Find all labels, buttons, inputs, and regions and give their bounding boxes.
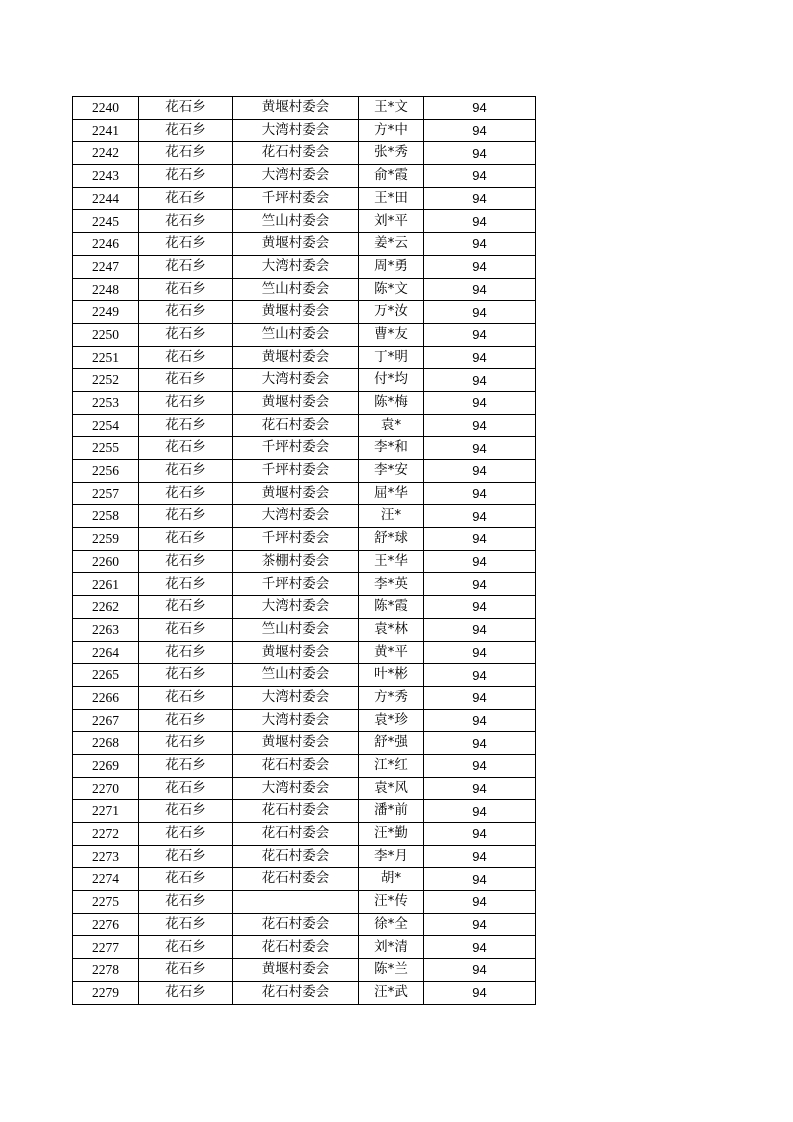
village-committee-cell: 千坪村委会 xyxy=(233,460,359,483)
row-number-cell: 2267 xyxy=(73,709,139,732)
table-row xyxy=(73,142,536,165)
row-number-cell: 2259 xyxy=(73,528,139,551)
person-name-cell: 汪*勤 xyxy=(359,823,424,846)
table-row xyxy=(73,868,536,891)
table-row xyxy=(73,528,536,551)
person-name-cell: 李*安 xyxy=(359,460,424,483)
score-cell: 94 xyxy=(424,709,536,732)
score-cell: 94 xyxy=(424,97,536,120)
person-name-cell: 舒*强 xyxy=(359,732,424,755)
township-cell: 花石乡 xyxy=(139,732,233,755)
score-cell: 94 xyxy=(424,323,536,346)
township-cell: 花石乡 xyxy=(139,823,233,846)
row-number-cell: 2260 xyxy=(73,550,139,573)
row-number-cell: 2244 xyxy=(73,187,139,210)
score-cell: 94 xyxy=(424,823,536,846)
person-name-cell: 叶*彬 xyxy=(359,664,424,687)
table-row xyxy=(73,936,536,959)
table-row xyxy=(73,346,536,369)
village-committee-cell: 千坪村委会 xyxy=(233,573,359,596)
table-row xyxy=(73,187,536,210)
township-cell: 花石乡 xyxy=(139,754,233,777)
township-cell: 花石乡 xyxy=(139,686,233,709)
score-cell: 94 xyxy=(424,868,536,891)
village-committee-cell: 黄堰村委会 xyxy=(233,641,359,664)
data-table xyxy=(72,96,536,1005)
score-cell: 94 xyxy=(424,505,536,528)
row-number-cell: 2255 xyxy=(73,437,139,460)
person-name-cell: 汪* xyxy=(359,505,424,528)
village-committee-cell: 黄堰村委会 xyxy=(233,233,359,256)
score-cell: 94 xyxy=(424,800,536,823)
score-cell: 94 xyxy=(424,641,536,664)
township-cell: 花石乡 xyxy=(139,777,233,800)
person-name-cell: 丁*明 xyxy=(359,346,424,369)
township-cell: 花石乡 xyxy=(139,845,233,868)
village-committee-cell: 大湾村委会 xyxy=(233,709,359,732)
score-cell: 94 xyxy=(424,732,536,755)
table-row xyxy=(73,823,536,846)
village-committee-cell: 花石村委会 xyxy=(233,845,359,868)
row-number-cell: 2269 xyxy=(73,754,139,777)
township-cell: 花石乡 xyxy=(139,482,233,505)
person-name-cell: 万*汝 xyxy=(359,301,424,324)
village-committee-cell: 花石村委会 xyxy=(233,913,359,936)
score-cell: 94 xyxy=(424,233,536,256)
person-name-cell: 汪*传 xyxy=(359,891,424,914)
village-committee-cell: 大湾村委会 xyxy=(233,505,359,528)
score-cell: 94 xyxy=(424,482,536,505)
table-row xyxy=(73,777,536,800)
township-cell: 花石乡 xyxy=(139,437,233,460)
row-number-cell: 2242 xyxy=(73,142,139,165)
score-cell: 94 xyxy=(424,255,536,278)
table-row xyxy=(73,618,536,641)
row-number-cell: 2245 xyxy=(73,210,139,233)
table-row xyxy=(73,210,536,233)
township-cell: 花石乡 xyxy=(139,868,233,891)
township-cell: 花石乡 xyxy=(139,323,233,346)
township-cell: 花石乡 xyxy=(139,165,233,188)
score-cell: 94 xyxy=(424,596,536,619)
village-committee-cell: 花石村委会 xyxy=(233,868,359,891)
score-cell: 94 xyxy=(424,142,536,165)
table-row xyxy=(73,301,536,324)
village-committee-cell: 大湾村委会 xyxy=(233,255,359,278)
table-row xyxy=(73,709,536,732)
township-cell: 花石乡 xyxy=(139,528,233,551)
table-row xyxy=(73,437,536,460)
village-committee-cell: 大湾村委会 xyxy=(233,686,359,709)
score-cell: 94 xyxy=(424,550,536,573)
score-cell: 94 xyxy=(424,346,536,369)
village-committee-cell: 千坪村委会 xyxy=(233,187,359,210)
township-cell: 花石乡 xyxy=(139,981,233,1004)
table-row xyxy=(73,482,536,505)
row-number-cell: 2265 xyxy=(73,664,139,687)
score-cell: 94 xyxy=(424,391,536,414)
person-name-cell: 黄*平 xyxy=(359,641,424,664)
person-name-cell: 胡* xyxy=(359,868,424,891)
township-cell: 花石乡 xyxy=(139,709,233,732)
row-number-cell: 2266 xyxy=(73,686,139,709)
township-cell: 花石乡 xyxy=(139,278,233,301)
person-name-cell: 刘*平 xyxy=(359,210,424,233)
person-name-cell: 周*勇 xyxy=(359,255,424,278)
village-committee-cell: 黄堰村委会 xyxy=(233,482,359,505)
township-cell: 花石乡 xyxy=(139,255,233,278)
person-name-cell: 袁*珍 xyxy=(359,709,424,732)
person-name-cell: 方*秀 xyxy=(359,686,424,709)
township-cell: 花石乡 xyxy=(139,187,233,210)
village-committee-cell: 竺山村委会 xyxy=(233,618,359,641)
township-cell: 花石乡 xyxy=(139,664,233,687)
score-cell: 94 xyxy=(424,845,536,868)
person-name-cell: 曹*友 xyxy=(359,323,424,346)
township-cell: 花石乡 xyxy=(139,618,233,641)
table-row xyxy=(73,596,536,619)
row-number-cell: 2258 xyxy=(73,505,139,528)
village-committee-cell: 花石村委会 xyxy=(233,414,359,437)
score-cell: 94 xyxy=(424,573,536,596)
table-row xyxy=(73,913,536,936)
township-cell: 花石乡 xyxy=(139,505,233,528)
village-committee-cell: 花石村委会 xyxy=(233,823,359,846)
row-number-cell: 2272 xyxy=(73,823,139,846)
village-committee-cell: 花石村委会 xyxy=(233,142,359,165)
row-number-cell: 2276 xyxy=(73,913,139,936)
township-cell: 花石乡 xyxy=(139,414,233,437)
person-name-cell: 付*均 xyxy=(359,369,424,392)
village-committee-cell: 花石村委会 xyxy=(233,936,359,959)
table-row xyxy=(73,959,536,982)
village-committee-cell: 花石村委会 xyxy=(233,981,359,1004)
score-cell: 94 xyxy=(424,664,536,687)
score-cell: 94 xyxy=(424,754,536,777)
village-committee-cell: 黄堰村委会 xyxy=(233,732,359,755)
village-committee-cell: 茶棚村委会 xyxy=(233,550,359,573)
row-number-cell: 2248 xyxy=(73,278,139,301)
table-row xyxy=(73,414,536,437)
table-row xyxy=(73,97,536,120)
village-committee-cell: 竺山村委会 xyxy=(233,323,359,346)
score-cell: 94 xyxy=(424,437,536,460)
row-number-cell: 2240 xyxy=(73,97,139,120)
score-cell: 94 xyxy=(424,460,536,483)
person-name-cell: 李*月 xyxy=(359,845,424,868)
township-cell: 花石乡 xyxy=(139,596,233,619)
score-cell: 94 xyxy=(424,913,536,936)
row-number-cell: 2256 xyxy=(73,460,139,483)
village-committee-cell: 黄堰村委会 xyxy=(233,97,359,120)
village-committee-cell: 大湾村委会 xyxy=(233,777,359,800)
township-cell: 花石乡 xyxy=(139,301,233,324)
row-number-cell: 2262 xyxy=(73,596,139,619)
row-number-cell: 2261 xyxy=(73,573,139,596)
township-cell: 花石乡 xyxy=(139,119,233,142)
person-name-cell: 王*华 xyxy=(359,550,424,573)
township-cell: 花石乡 xyxy=(139,346,233,369)
table-row xyxy=(73,732,536,755)
township-cell: 花石乡 xyxy=(139,573,233,596)
row-number-cell: 2274 xyxy=(73,868,139,891)
score-cell: 94 xyxy=(424,936,536,959)
person-name-cell: 王*文 xyxy=(359,97,424,120)
township-cell: 花石乡 xyxy=(139,800,233,823)
row-number-cell: 2246 xyxy=(73,233,139,256)
score-cell: 94 xyxy=(424,891,536,914)
village-committee-cell xyxy=(233,891,359,914)
table-row xyxy=(73,323,536,346)
township-cell: 花石乡 xyxy=(139,97,233,120)
table-row xyxy=(73,891,536,914)
township-cell: 花石乡 xyxy=(139,891,233,914)
village-committee-cell: 大湾村委会 xyxy=(233,596,359,619)
village-committee-cell: 黄堰村委会 xyxy=(233,391,359,414)
township-cell: 花石乡 xyxy=(139,936,233,959)
table-row xyxy=(73,165,536,188)
township-cell: 花石乡 xyxy=(139,369,233,392)
table-row xyxy=(73,686,536,709)
score-cell: 94 xyxy=(424,210,536,233)
person-name-cell: 李*英 xyxy=(359,573,424,596)
score-cell: 94 xyxy=(424,959,536,982)
village-committee-cell: 竺山村委会 xyxy=(233,664,359,687)
table-row xyxy=(73,754,536,777)
row-number-cell: 2257 xyxy=(73,482,139,505)
table-row xyxy=(73,641,536,664)
village-committee-cell: 千坪村委会 xyxy=(233,437,359,460)
township-cell: 花石乡 xyxy=(139,641,233,664)
score-cell: 94 xyxy=(424,278,536,301)
table-row xyxy=(73,119,536,142)
row-number-cell: 2271 xyxy=(73,800,139,823)
person-name-cell: 陈*文 xyxy=(359,278,424,301)
row-number-cell: 2241 xyxy=(73,119,139,142)
table-row xyxy=(73,981,536,1004)
table-row xyxy=(73,550,536,573)
person-name-cell: 江*红 xyxy=(359,754,424,777)
score-cell: 94 xyxy=(424,187,536,210)
person-name-cell: 陈*兰 xyxy=(359,959,424,982)
row-number-cell: 2247 xyxy=(73,255,139,278)
township-cell: 花石乡 xyxy=(139,391,233,414)
table-row xyxy=(73,800,536,823)
village-committee-cell: 大湾村委会 xyxy=(233,119,359,142)
row-number-cell: 2250 xyxy=(73,323,139,346)
township-cell: 花石乡 xyxy=(139,460,233,483)
person-name-cell: 袁*林 xyxy=(359,618,424,641)
table-row xyxy=(73,845,536,868)
score-cell: 94 xyxy=(424,981,536,1004)
village-committee-cell: 花石村委会 xyxy=(233,800,359,823)
township-cell: 花石乡 xyxy=(139,210,233,233)
table-row xyxy=(73,573,536,596)
table-row xyxy=(73,664,536,687)
village-committee-cell: 千坪村委会 xyxy=(233,528,359,551)
village-committee-cell: 黄堰村委会 xyxy=(233,301,359,324)
person-name-cell: 袁* xyxy=(359,414,424,437)
row-number-cell: 2270 xyxy=(73,777,139,800)
village-committee-cell: 大湾村委会 xyxy=(233,165,359,188)
row-number-cell: 2279 xyxy=(73,981,139,1004)
table-row xyxy=(73,391,536,414)
row-number-cell: 2251 xyxy=(73,346,139,369)
row-number-cell: 2263 xyxy=(73,618,139,641)
village-committee-cell: 竺山村委会 xyxy=(233,210,359,233)
table-row xyxy=(73,255,536,278)
village-committee-cell: 黄堰村委会 xyxy=(233,959,359,982)
person-name-cell: 汪*武 xyxy=(359,981,424,1004)
row-number-cell: 2252 xyxy=(73,369,139,392)
score-cell: 94 xyxy=(424,119,536,142)
person-name-cell: 陈*霞 xyxy=(359,596,424,619)
score-cell: 94 xyxy=(424,618,536,641)
score-cell: 94 xyxy=(424,777,536,800)
person-name-cell: 方*中 xyxy=(359,119,424,142)
person-name-cell: 王*田 xyxy=(359,187,424,210)
village-committee-cell: 花石村委会 xyxy=(233,754,359,777)
person-name-cell: 屈*华 xyxy=(359,482,424,505)
score-cell: 94 xyxy=(424,369,536,392)
township-cell: 花石乡 xyxy=(139,233,233,256)
row-number-cell: 2277 xyxy=(73,936,139,959)
person-name-cell: 舒*球 xyxy=(359,528,424,551)
row-number-cell: 2275 xyxy=(73,891,139,914)
village-committee-cell: 黄堰村委会 xyxy=(233,346,359,369)
row-number-cell: 2253 xyxy=(73,391,139,414)
person-name-cell: 刘*清 xyxy=(359,936,424,959)
score-cell: 94 xyxy=(424,301,536,324)
person-name-cell: 俞*霞 xyxy=(359,165,424,188)
score-cell: 94 xyxy=(424,165,536,188)
person-name-cell: 张*秀 xyxy=(359,142,424,165)
table-body xyxy=(73,97,536,1005)
township-cell: 花石乡 xyxy=(139,959,233,982)
township-cell: 花石乡 xyxy=(139,142,233,165)
row-number-cell: 2278 xyxy=(73,959,139,982)
row-number-cell: 2268 xyxy=(73,732,139,755)
row-number-cell: 2273 xyxy=(73,845,139,868)
table-row xyxy=(73,233,536,256)
village-committee-cell: 大湾村委会 xyxy=(233,369,359,392)
person-name-cell: 姜*云 xyxy=(359,233,424,256)
row-number-cell: 2254 xyxy=(73,414,139,437)
person-name-cell: 袁*风 xyxy=(359,777,424,800)
score-cell: 94 xyxy=(424,528,536,551)
table-row xyxy=(73,278,536,301)
township-cell: 花石乡 xyxy=(139,913,233,936)
score-cell: 94 xyxy=(424,414,536,437)
person-name-cell: 潘*前 xyxy=(359,800,424,823)
table-row xyxy=(73,369,536,392)
row-number-cell: 2264 xyxy=(73,641,139,664)
row-number-cell: 2249 xyxy=(73,301,139,324)
row-number-cell: 2243 xyxy=(73,165,139,188)
person-name-cell: 李*和 xyxy=(359,437,424,460)
score-cell: 94 xyxy=(424,686,536,709)
table-row xyxy=(73,505,536,528)
table-row xyxy=(73,460,536,483)
village-committee-cell: 竺山村委会 xyxy=(233,278,359,301)
person-name-cell: 徐*全 xyxy=(359,913,424,936)
township-cell: 花石乡 xyxy=(139,550,233,573)
person-name-cell: 陈*梅 xyxy=(359,391,424,414)
